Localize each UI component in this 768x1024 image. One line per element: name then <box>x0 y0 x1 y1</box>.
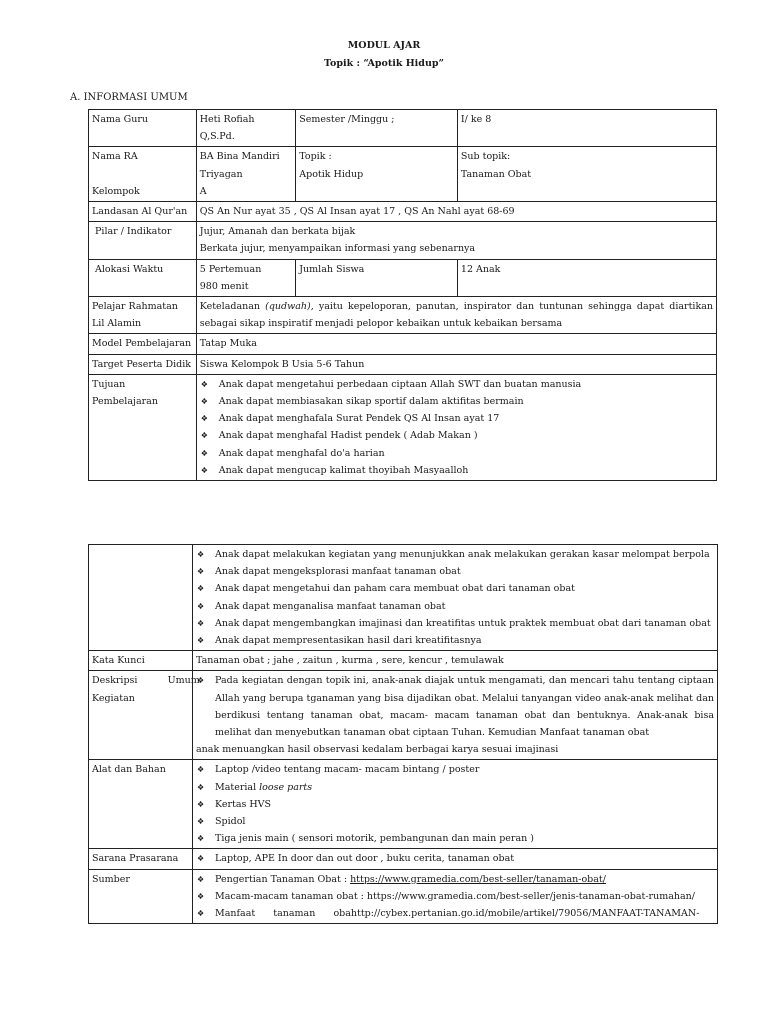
value-cell <box>196 374 716 480</box>
table-row <box>89 259 717 296</box>
topik-value: Apotik Hidup <box>299 168 364 180</box>
list-item: ❖ Anak dapat mengembangkan imajinasi dan kreatifitas untuk praktek membuat obat dari tanaman obat <box>196 615 714 632</box>
list-item: ❖ Anak dapat menghafal Hadist pendek ( Adab Makan ) <box>200 427 713 444</box>
table-row <box>89 222 717 259</box>
label-cell: Sumber <box>89 869 193 924</box>
list-item: ❖ Anak dapat mengetahui dan paham cara membuat obat dari tanaman obat <box>196 580 714 597</box>
table-row <box>89 147 717 202</box>
label-cell: Jumlah Siswa <box>296 259 458 296</box>
activity-table <box>88 544 718 924</box>
label-cell: Landasan Al Qur'an <box>89 202 197 222</box>
value-cell: Siswa Kelompok B Usia 5-6 Tahun <box>196 354 716 374</box>
label-cell <box>89 545 193 651</box>
list-item: ❖ Tiga jenis main ( sensori motorik, pembangunan dan main peran ) <box>196 830 714 847</box>
value-cell <box>193 849 718 869</box>
label-cell: Target Peserta Didik <box>89 354 197 374</box>
sumber-list <box>196 871 714 923</box>
topic-heading: Topik : “Apotik Hidup” <box>324 58 444 69</box>
table-row <box>89 110 717 147</box>
table-row <box>89 354 717 374</box>
ra-value-line: Triyagan <box>199 168 243 180</box>
pilar-line: Jujur, Amanah dan berkata bijak <box>199 226 356 238</box>
table-row <box>89 297 717 334</box>
deskripsi-label: Deskripsi Umum <box>92 675 200 687</box>
list-item: ❖ Anak dapat melakukan kegiatan yang menunjukkan anak melakukan gerakan kasar melompat berpola <box>196 546 714 563</box>
deskripsi-tail: anak menuangkan hasil observasi kedalam berbagai karya sesuai imajinasi <box>196 744 559 756</box>
subtopik-label: Sub topik: <box>460 151 511 163</box>
deskripsi-list <box>196 672 714 741</box>
list-item <box>196 871 714 888</box>
label-cell: Alat dan Bahan <box>89 760 193 849</box>
value-cell: Tanaman obat ; jahe , zaitun , kurma , sere, kencur , temulawak <box>193 651 718 671</box>
alat-text: Material <box>215 781 260 793</box>
label-cell: Alokasi Waktu <box>89 259 197 296</box>
label-cell: Kata Kunci <box>89 651 193 671</box>
list-item: ❖ Anak dapat menganalisa manfaat tanaman obat <box>196 598 714 615</box>
list-item <box>196 779 714 796</box>
ra-label: Nama RA <box>92 151 138 163</box>
table-row <box>89 651 718 671</box>
section-heading: A. INFORMASI UMUM <box>70 92 188 103</box>
table-row <box>89 869 718 924</box>
sumber-text: Pengertian Tanaman Obat : <box>215 873 351 885</box>
label-cell: Nama Guru <box>89 110 197 147</box>
table-row <box>89 760 718 849</box>
list-item: ❖ Anak dapat membiasakan sikap sportif dalam aktifitas bermain <box>200 393 713 410</box>
value-cell <box>193 760 718 849</box>
info-table <box>88 109 717 481</box>
pelajar-italic: (qudwah), <box>265 301 314 313</box>
value-cell: QS An Nur ayat 35 , QS Al Insan ayat 17 , QS An Nahl ayat 68-69 <box>196 202 716 222</box>
table-row <box>89 671 718 760</box>
label-cell <box>89 147 197 202</box>
value-cell <box>193 869 718 924</box>
list-item: ❖ Spidol <box>196 813 714 830</box>
list-item: ❖ Anak dapat mengeksplorasi manfaat tanaman obat <box>196 563 714 580</box>
list-item: ❖ Laptop, APE In door dan out door , buku cerita, tanaman obat <box>196 850 714 867</box>
label-cell: Semester /Minggu ; <box>296 110 458 147</box>
sumber-link[interactable]: https://www.gramedia.com/best-seller/tanaman-obat/ <box>350 873 606 885</box>
value-cell <box>196 297 716 334</box>
sarana-list <box>196 850 714 867</box>
table-row <box>89 849 718 869</box>
value-cell <box>196 222 716 259</box>
value-cell: Heti Rofiah Q,S.Pd. <box>196 110 295 147</box>
value-cell <box>296 147 458 202</box>
label-cell: Pelajar Rahmatan Lil Alamin <box>89 297 197 334</box>
value-cell: I/ ke 8 <box>457 110 716 147</box>
label-cell: Pilar / Indikator <box>89 222 197 259</box>
table-row <box>89 374 717 480</box>
value-cell: Tatap Muka <box>196 334 716 354</box>
tujuan-list <box>200 376 713 479</box>
list-item: ❖ Macam-macam tanaman obat : https://www.gramedia.com/best-seller/jenis-tanaman-obat-rumahan/ <box>196 888 714 905</box>
table-row <box>89 545 718 651</box>
table-row <box>89 202 717 222</box>
table-row <box>89 334 717 354</box>
deskripsi-label: Kegiatan <box>92 692 135 704</box>
list-item: ❖ Manfaat tanaman obahttp://cybex.pertanian.go.id/mobile/artikel/79056/MANFAAT-TANAMAN- <box>196 905 714 922</box>
value-cell <box>196 147 295 202</box>
ra-value-line: BA Bina Mandiri <box>199 151 280 163</box>
topik-label: Topik : <box>299 151 332 163</box>
kelompok-label: Kelompok <box>92 185 140 197</box>
value-cell: 12 Anak <box>457 259 716 296</box>
list-item: ❖ Anak dapat mengetahui perbedaan ciptaan Allah SWT dan buatan manusia <box>200 376 713 393</box>
alat-italic: loose parts <box>259 781 313 793</box>
value-cell <box>193 671 718 760</box>
label-cell: Tujuan Pembelajaran <box>89 374 197 480</box>
subtopik-value: Tanaman Obat <box>460 168 532 180</box>
list-item: ❖ Pada kegiatan dengan topik ini, anak-anak diajak untuk mengamati, dan mencari tahu tentang ciptaan Allah yang berupa tganaman yang bisa dijadikan obat. Melalui tanyangan video anak-anak melihat dan berdikusi tentang tanaman obat, macam- macam tanaman obat dan bentuknya. Anak-anak bisa melihat dan menyebutkan tanaman obat ciptaan Tuhan. Kemudian Manfaat tanaman obat <box>196 672 714 741</box>
value-cell <box>196 259 295 296</box>
value-cell <box>457 147 716 202</box>
pelajar-text: Keteladanan <box>199 301 266 313</box>
alokasi-line: 980 menit <box>199 280 249 292</box>
list-item: ❖ Anak dapat mempresentasikan hasil dari kreatifitasnya <box>196 632 714 649</box>
pelajar-text: yaitu kepeloporan, panutan, inspirator dan tuntunan sehingga dapat diartikan sebagai sikap inspiratif menjadi pelopor kebaikan untuk kebaikan bersama <box>199 301 713 330</box>
value-cell <box>193 545 718 651</box>
pilar-line: Berkata jujur, menyampaikan informasi yang sebenarnya <box>199 243 476 255</box>
kelompok-value: A <box>199 185 207 197</box>
list-item: ❖ Anak dapat menghafal do'a harian <box>200 445 713 462</box>
alat-list <box>196 761 714 847</box>
label-cell: Model Pembelajaran <box>89 334 197 354</box>
alokasi-line: 5 Pertemuan <box>199 263 262 275</box>
list-item: ❖ Anak dapat menghafala Surat Pendek QS Al Insan ayat 17 <box>200 410 713 427</box>
label-cell <box>89 671 200 760</box>
list-item: ❖ Kertas HVS <box>196 796 714 813</box>
list-item: ❖ Anak dapat mengucap kalimat thoyibah Masyaalloh <box>200 462 713 479</box>
tujuan-list-cont <box>196 546 714 649</box>
label-cell: Sarana Prasarana <box>89 849 193 869</box>
document-title: MODUL AJAR <box>347 40 421 51</box>
list-item: ❖ Laptop /video tentang macam- macam bintang / poster <box>196 761 714 778</box>
